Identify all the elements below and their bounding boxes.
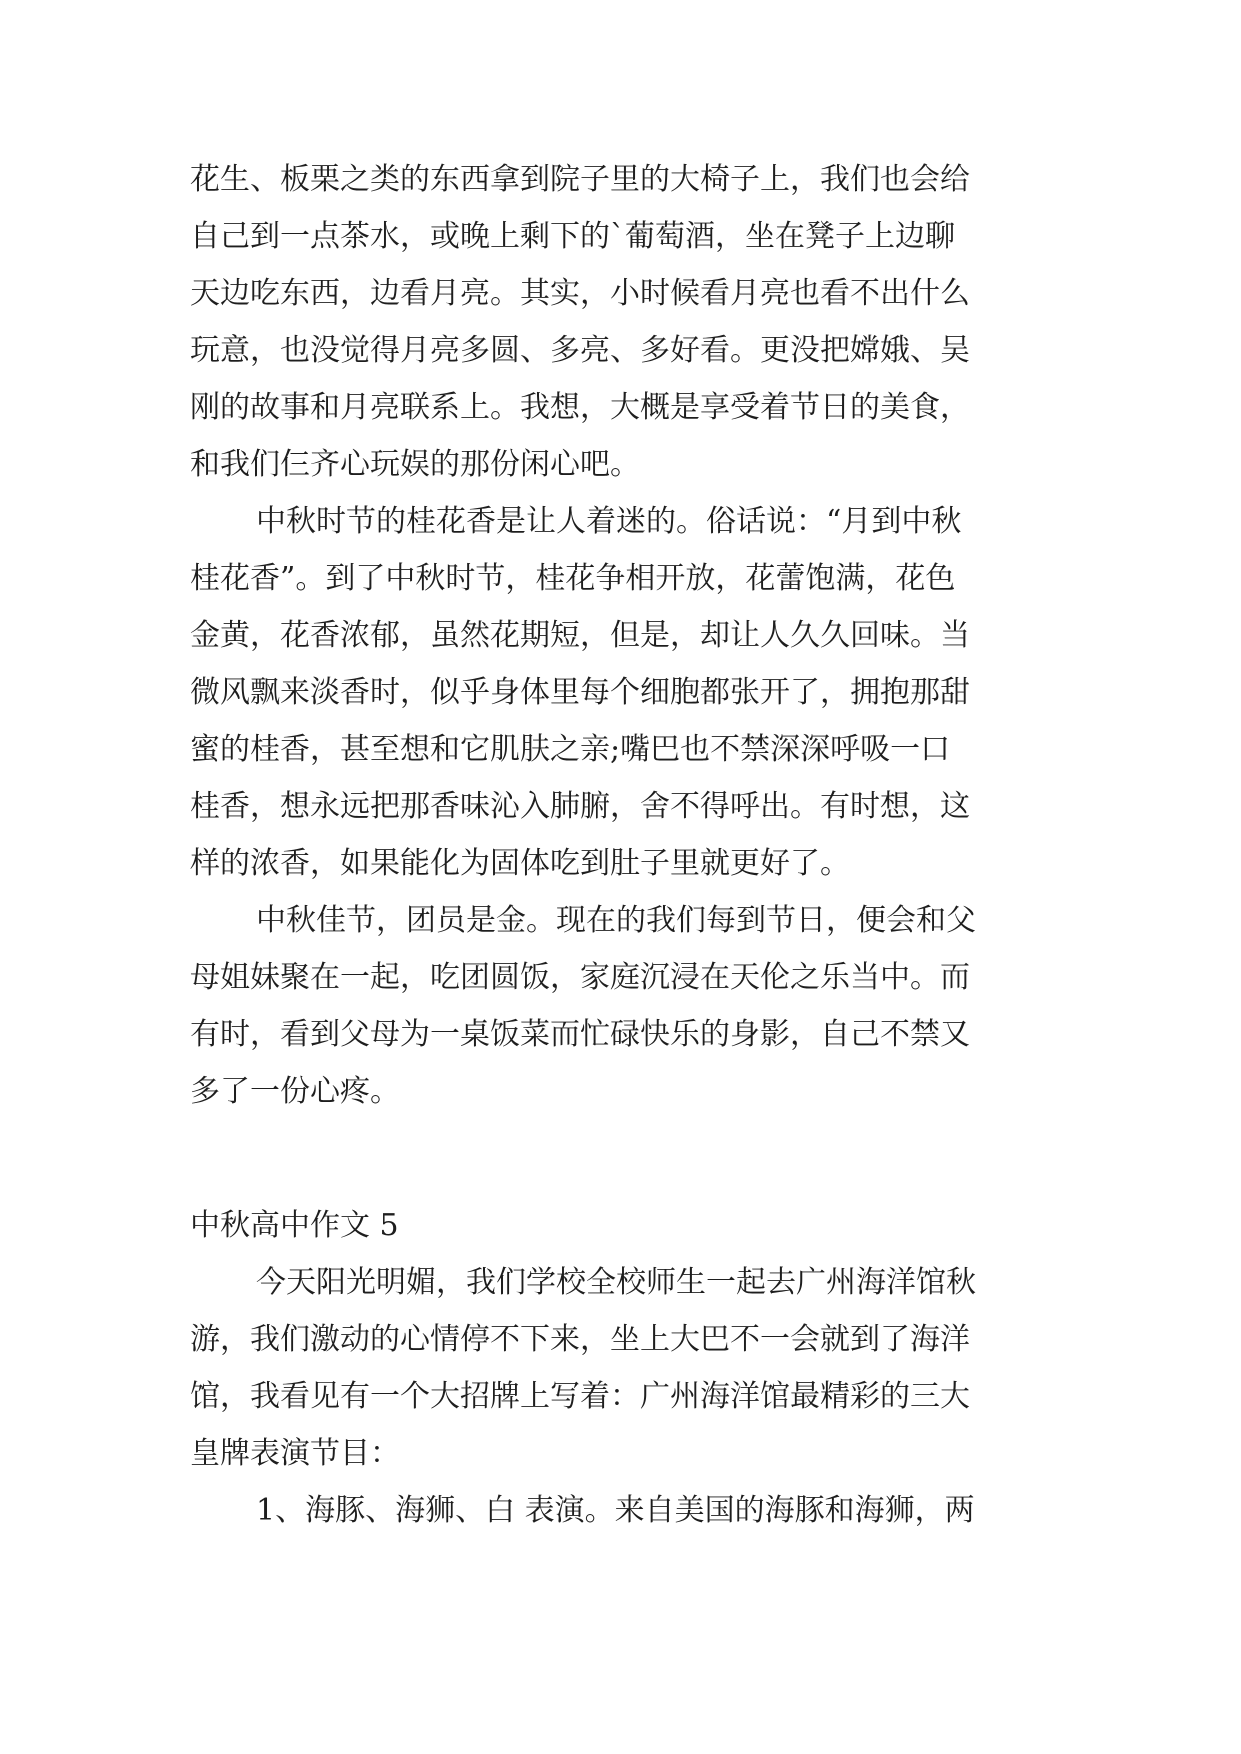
text-line: 刚的故事和月亮联系上。我想，大概是享受着节日的美食， (190, 390, 970, 425)
text-line: 样的浓香，如果能化为固体吃到肚子里就更好了。 (190, 846, 850, 881)
text-line: 中秋时节的桂花香是让人着迷的。俗话说：“月到中秋 (256, 504, 962, 539)
text-line: 桂花香”。到了中秋时节，桂花争相开放，花蕾饱满，花色 (190, 561, 956, 596)
text-line: 和我们仨齐心玩娱的那份闲心吧。 (190, 447, 640, 482)
text-line: 多了一份心疼。 (190, 1074, 400, 1109)
text-line: 有时，看到父母为一桌饭菜而忙碌快乐的身影，自己不禁又 (190, 1017, 970, 1052)
text-line: 中秋佳节，团员是金。现在的我们每到节日，便会和父 (256, 903, 976, 938)
text-line: 游，我们激动的心情停不下来，坐上大巴不一会就到了海洋 (190, 1322, 970, 1357)
text-line: 花生、板栗之类的东西拿到院子里的大椅子上，我们也会给 (190, 162, 970, 197)
text-line: 桂香，想永远把那香味沁入肺腑，舍不得呼出。有时想，这 (190, 789, 970, 824)
text-line: 玩意，也没觉得月亮多圆、多亮、多好看。更没把嫦娥、吴 (190, 333, 970, 368)
text-line: 蜜的桂香，甚至想和它肌肤之亲;嘴巴也不禁深深呼吸一口 (190, 732, 951, 767)
text-line: 金黄，花香浓郁，虽然花期短，但是，却让人久久回味。当 (190, 618, 970, 653)
text-line: 皇牌表演节目： (190, 1436, 400, 1471)
text-line: 微风飘来淡香时，似乎身体里每个细胞都张开了，拥抱那甜 (190, 675, 970, 710)
text-line: 自己到一点茶水，或晚上剩下的`葡萄酒，坐在凳子上边聊 (190, 219, 955, 254)
text-line: 母姐妹聚在一起，吃团圆饭，家庭沉浸在天伦之乐当中。而 (190, 960, 970, 995)
text-line: 今天阳光明媚，我们学校全校师生一起去广州海洋馆秋 (256, 1265, 976, 1300)
section-heading: 中秋高中作文 5 (190, 1208, 399, 1243)
text-line: 馆，我看见有一个大招牌上写着：广州海洋馆最精彩的三大 (190, 1379, 970, 1414)
text-line: 天边吃东西，边看月亮。其实，小时候看月亮也看不出什么 (190, 276, 970, 311)
text-line: 1、海豚、海狮、白 表演。来自美国的海豚和海狮，两 (256, 1493, 975, 1528)
